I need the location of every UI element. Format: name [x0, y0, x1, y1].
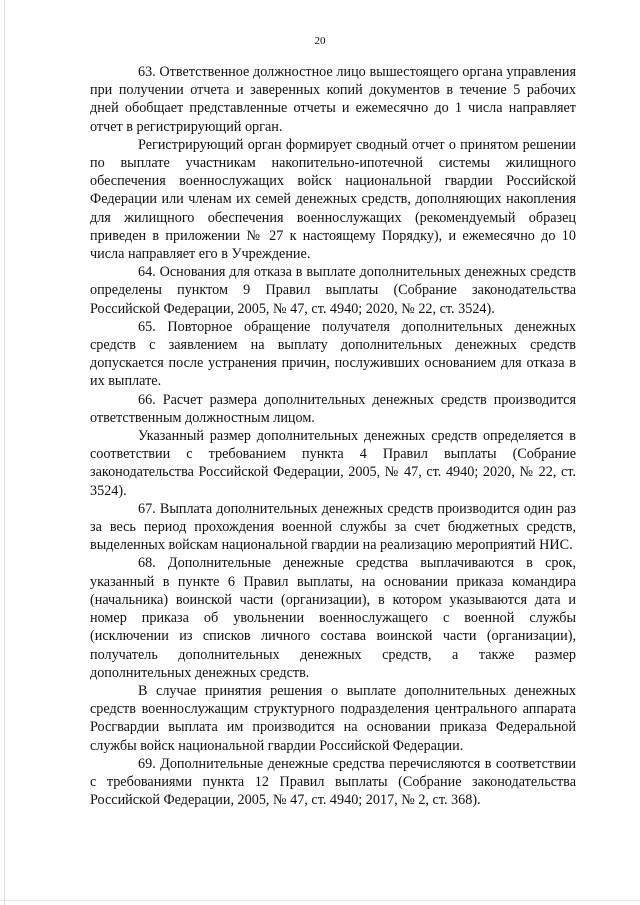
- paragraph-63: 63. Ответственное должностное лицо вышестоящего органа управления при получении отчета и заверенных копий документов в течение 5 рабочих дней обобщает представленные отчеты и ежемесячно до 1 числа направляет отчет в регистрирующий орган.: [90, 64, 576, 135]
- scan-edge-bottom: [0, 900, 640, 901]
- paragraph-amount-determination: Указанный размер дополнительных денежных средств определяется в соответствии с требованием пункта 4 Правил выплаты (Собрание законодательства Российской Федерации, 2005, № 47, ст. 4940; 2020, № 22, ст. 3524).: [90, 428, 576, 499]
- paragraph-summary-report: Регистрирующий орган формирует сводный отчет о принятом решении по выплате участникам накопительно-ипотечной системы жилищного обеспечения военнослужащих войск национальной гвардии Российской Федерации или членам их семей денежных средств, дополняющих накопления для жилищного обеспечения военнослужащих (рекомендуемый образец приведен в приложении № 27 к настоящему Порядку), и ежемесячно до 10 числа направляет его в Учреждение.: [90, 136, 576, 263]
- paragraph-64: 64. Основания для отказа в выплате дополнительных денежных средств определены пунктом 9 Правил выплаты (Собрание законодательства Российской Федерации, 2005, № 47, ст. 4940; 2020, № 22, ст. 3524).: [90, 264, 576, 317]
- document-body: [90, 63, 576, 809]
- scan-edge-left: [4, 0, 5, 905]
- paragraph-68: 68. Дополнительные денежные средства выплачиваются в срок, указанный в пункте 6 Правил выплаты, на основании приказа командира (начальника) воинской части (организации), в котором указываются дата и номер приказа об увольнении военнослужащего с военной службы (исключении из списков личного состава воинской части (организации), получатель дополнительных денежных средств, а также размер дополнительных денежных средств.: [90, 555, 576, 681]
- page-number: 20: [314, 35, 326, 47]
- paragraph-65: 65. Повторное обращение получателя дополнительных денежных средств с заявлением на выплату дополнительных денежных средств допускается после устранения причин, послуживших основанием для отказа в их выплате.: [90, 318, 576, 390]
- paragraph-69: 69. Дополнительные денежные средства перечисляются в соответствии с требованиями пункта 12 Правил выплаты (Собрание законодательства Российской Федерации, 2005, № 47, ст. 4940; 2017, № 2, ст. 368).: [90, 755, 576, 809]
- paragraph-67: 67. Выплата дополнительных денежных средств производится один раз за весь период прохождения военной службы за счет бюджетных средств, выделенных войскам национальной гвардии на реализацию мероприятий НИС.: [90, 500, 576, 554]
- paragraph-central-apparatus: В случае принятия решения о выплате дополнительных денежных средств военнослужащим структурного подразделения центрального аппарата Росгвардии выплата им производится на основании приказа Федеральной службы войск национальной гвардии Российской Федерации.: [90, 682, 576, 754]
- paragraph-66: 66. Расчет размера дополнительных денежных средств производится ответственным должностным лицом.: [90, 391, 576, 426]
